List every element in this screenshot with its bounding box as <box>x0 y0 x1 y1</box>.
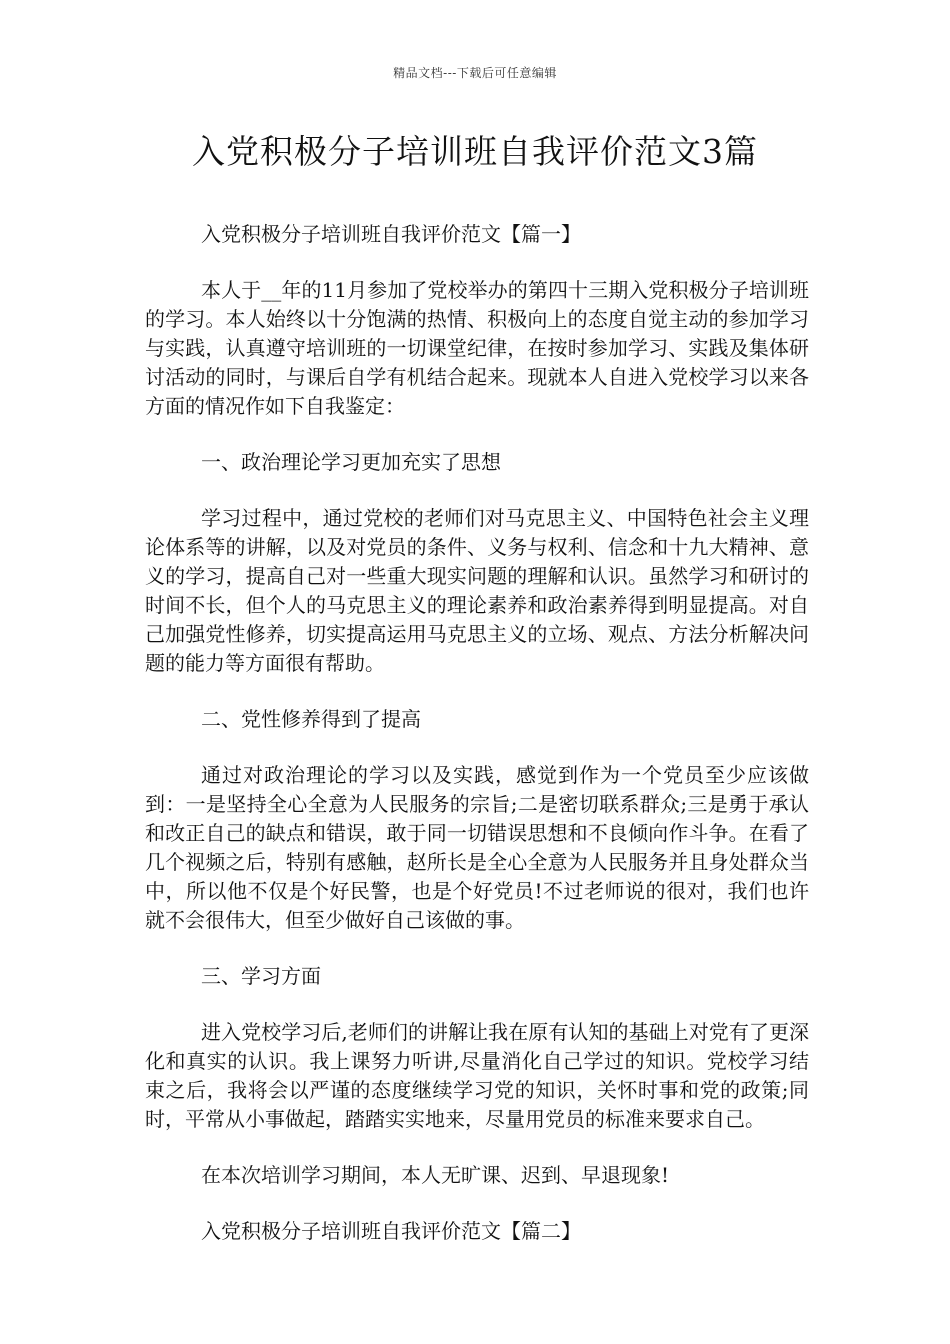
section-title-2: 入党积极分子培训班自我评价范文【篇二】 <box>201 1219 581 1243</box>
header-note: 精品文档---下载后可任意编辑 <box>393 66 557 80</box>
document-body <box>145 220 809 1246</box>
heading-party-spirit: 二、党性修养得到了提高 <box>201 707 421 731</box>
paragraph-study: 进入党校学习后,老师们的讲解让我在原有认知的基础上对党有了更深化和真实的认识。我上课努力听讲,尽量消化自己学过的知识。党校学习结束之后，我将会以严谨的态度继续学习党的知识，关怀时事和党的政策;同时，平常从小事做起，踏踏实实地来，尽量用党员的标准来要求自己。 <box>145 1020 809 1131</box>
paragraph-party-spirit: 通过对政治理论的学习以及实践，感觉到作为一个党员至少应该做到：一是坚持全心全意为人民服务的宗旨;二是密切联系群众;三是勇于承认和改正自己的缺点和错误，敢于同一切错误思想和不良倾向作斗争。在看了几个视频之后，特别有感触，赵所长是全心全意为人民服务并且身处群众当中，所以他不仅是个好民警，也是个好党员!不过老师说的很对，我们也许就不会很伟大，但至少做好自己该做的事。 <box>145 763 809 932</box>
heading-politics: 一、政治理论学习更加充实了思想 <box>201 450 501 474</box>
section-title-1: 入党积极分子培训班自我评价范文【篇一】 <box>201 222 581 246</box>
document-title: 入党积极分子培训班自我评价范文3篇 <box>192 132 758 171</box>
closing-paragraph: 在本次培训学习期间，本人无旷课、迟到、早退现象! <box>201 1163 670 1187</box>
paragraph-politics: 学习过程中，通过党校的老师们对马克思主义、中国特色社会主义理论体系等的讲解，以及对党员的条件、义务与权利、信念和十九大精神、意义的学习，提高自己对一些重大现实问题的理解和认识。虽然学习和研讨的时间不长，但个人的马克思主义的理论素养和政治素养得到明显提高。对自己加强党性修养，切实提高运用马克思主义的立场、观点、方法分析解决问题的能力等方面很有帮助。 <box>145 506 809 675</box>
heading-study: 三、学习方面 <box>201 964 321 988</box>
intro-paragraph: 本人于__年的11月参加了党校举办的第四十三期入党积极分子培训班的学习。本人始终以十分饱满的热情、积极向上的态度自觉主动的参加学习与实践，认真遵守培训班的一切课堂纪律，在按时参加学习、实践及集体研讨活动的同时，与课后自学有机结合起来。现就本人自进入党校学习以来各方面的情况作如下自我鉴定： <box>145 278 809 418</box>
